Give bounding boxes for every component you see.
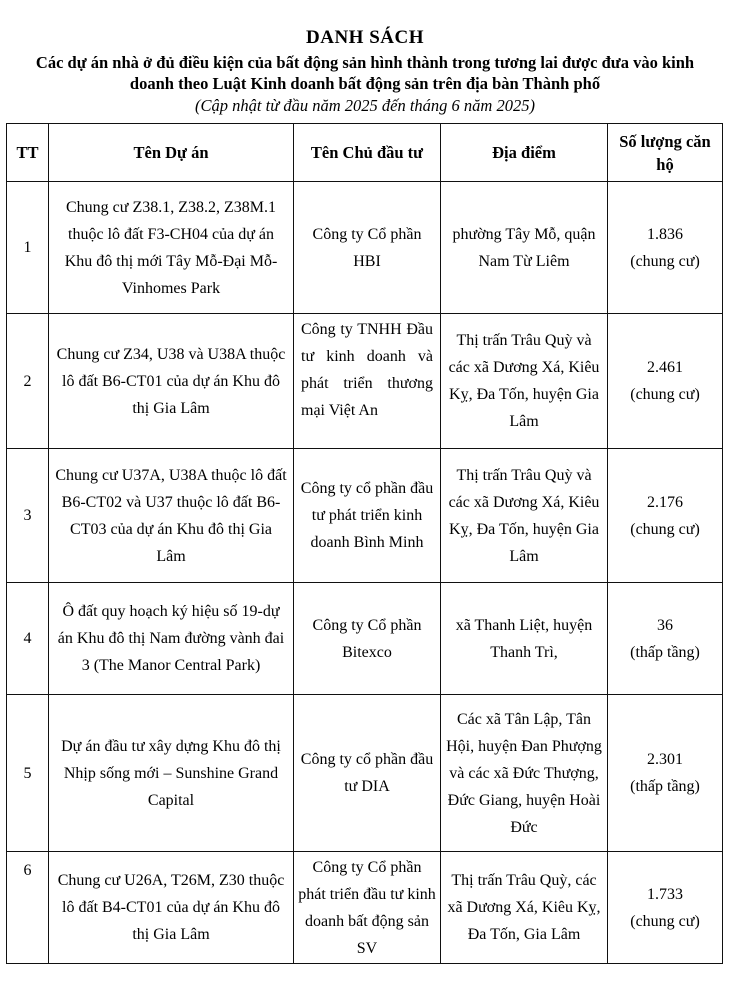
apartment-count-value: 2.176 <box>647 493 683 511</box>
table-row <box>7 449 723 583</box>
project-location: Thị trấn Trâu Quỳ và các xã Dương Xá, Kiêu Kỵ, Đa Tốn, huyện Gia Lâm <box>441 314 608 449</box>
project-location: xã Thanh Liệt, huyện Thanh Trì, <box>441 583 608 695</box>
apartment-count-value: 1.836 <box>647 225 683 243</box>
column-header-location: Địa điểm <box>441 124 608 182</box>
investor-name: Công ty cổ phần đầu tư DIA <box>294 695 441 852</box>
investor-name: Công ty cổ phần đầu tư phát triển kinh doanh Bình Minh <box>294 449 441 583</box>
apartment-count-type: (chung cư) <box>630 912 700 930</box>
project-location: Các xã Tân Lập, Tân Hội, huyện Đan Phượng và các xã Đức Thượng, Đức Giang, huyện Hoài Đức <box>441 695 608 852</box>
table-row <box>7 695 723 852</box>
document-subtitle: Các dự án nhà ở đủ điều kiện của bất động sản hình thành trong tương lai được đưa vào kinh doanh theo Luật Kinh doanh bất động sản trên địa bàn Thành phố <box>35 53 695 93</box>
project-name: Chung cư Z34, U38 và U38A thuộc lô đất B6-CT01 của dự án Khu đô thị Gia Lâm <box>49 314 294 449</box>
investor-name: Công ty Cổ phần Bitexco <box>294 583 441 695</box>
table-row <box>7 583 723 695</box>
document-update-note: (Cập nhật từ đầu năm 2025 đến tháng 6 năm 2025) <box>195 96 535 115</box>
apartment-count <box>608 182 723 314</box>
row-number: 3 <box>7 449 49 583</box>
row-number: 1 <box>7 182 49 314</box>
project-location: Thị trấn Trâu Quỳ và các xã Dương Xá, Kiêu Kỵ, Đa Tốn, huyện Gia Lâm <box>441 449 608 583</box>
apartment-count-type: (thấp tầng) <box>630 778 700 795</box>
table-header-row <box>7 124 723 182</box>
apartment-count-type: (chung cư) <box>630 252 700 270</box>
projects-table <box>6 123 723 964</box>
investor-name: Công ty Cổ phần HBI <box>294 182 441 314</box>
table-row <box>7 182 723 314</box>
project-name: Ô đất quy hoạch ký hiệu số 19-dự án Khu đô thị Nam đường vành đai 3 (The Manor Central Park) <box>49 583 294 695</box>
document-title: DANH SÁCH <box>306 27 424 48</box>
column-header-quantity: Số lượng căn hộ <box>608 124 723 182</box>
apartment-count-value: 1.733 <box>647 885 683 903</box>
apartment-count <box>608 852 723 964</box>
project-name: Chung cư Z38.1, Z38.2, Z38M.1 thuộc lô đất F3-CH04 của dự án Khu đô thị mới Tây Mỗ-Đại Mỗ-Vinhomes Park <box>49 182 294 314</box>
apartment-count-type: (chung cư) <box>630 520 700 538</box>
apartment-count <box>608 449 723 583</box>
row-number: 5 <box>7 695 49 852</box>
project-name: Dự án đầu tư xây dựng Khu đô thị Nhịp sống mới – Sunshine Grand Capital <box>49 695 294 852</box>
apartment-count-type: (thấp tầng) <box>630 643 700 661</box>
apartment-count <box>608 583 723 695</box>
apartment-count <box>608 314 723 449</box>
project-name: Chung cư U37A, U38A thuộc lô đất B6-CT02 và U37 thuộc lô đất B6-CT03 của dự án Khu đô thị Gia Lâm <box>49 449 294 583</box>
apartment-count-type: (chung cư) <box>630 386 700 403</box>
table-row <box>7 314 723 449</box>
table-row <box>7 852 723 964</box>
row-number: 4 <box>7 583 49 695</box>
column-header-tt: TT <box>7 124 49 182</box>
apartment-count-value: 2.301 <box>647 751 683 768</box>
investor-name: Công ty Cổ phần phát triển đầu tư kinh doanh bất động sản SV <box>294 852 441 964</box>
apartment-count <box>608 695 723 852</box>
row-number: 6 <box>7 852 49 964</box>
apartment-count-value: 2.461 <box>647 359 683 376</box>
investor-name: Công ty TNHH Đầu tư kinh doanh và phát triển thương mại Việt An <box>294 314 441 449</box>
document-header <box>0 27 730 116</box>
apartment-count-value: 36 <box>657 616 673 634</box>
project-location: phường Tây Mỗ, quận Nam Từ Liêm <box>441 182 608 314</box>
column-header-investor: Tên Chủ đầu tư <box>294 124 441 182</box>
row-number: 2 <box>7 314 49 449</box>
project-location: Thị trấn Trâu Quỳ, các xã Dương Xá, Kiêu Kỵ, Đa Tốn, Gia Lâm <box>441 852 608 964</box>
project-name: Chung cư U26A, T26M, Z30 thuộc lô đất B4-CT01 của dự án Khu đô thị Gia Lâm <box>49 852 294 964</box>
column-header-project: Tên Dự án <box>49 124 294 182</box>
